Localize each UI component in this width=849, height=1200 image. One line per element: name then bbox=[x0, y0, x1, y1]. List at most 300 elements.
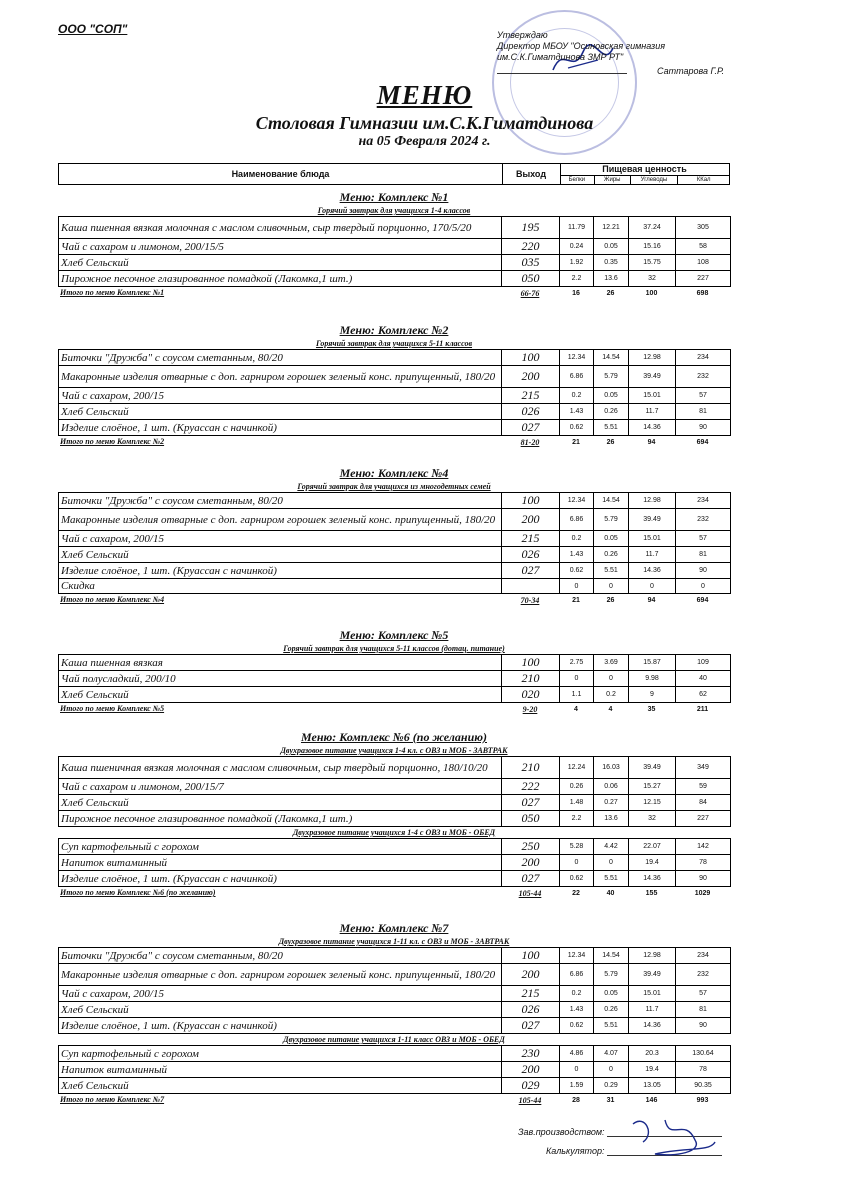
total-row bbox=[58, 703, 730, 715]
table-row bbox=[59, 217, 731, 239]
dish-kcal: 78 bbox=[676, 855, 731, 871]
total-table bbox=[58, 1094, 730, 1106]
dish-carbs: 32 bbox=[629, 271, 676, 287]
page-title: МЕНЮ bbox=[376, 80, 473, 110]
dish-name: Изделие слоёное, 1 шт. (Круассан с начинкой) bbox=[59, 420, 502, 436]
dish-protein: 0.24 bbox=[560, 239, 594, 255]
dish-protein: 12.34 bbox=[560, 493, 594, 509]
section-title: Меню: Комплекс №4 bbox=[339, 466, 449, 480]
total-protein: 28 bbox=[572, 1096, 580, 1104]
dish-fat: 13.6 bbox=[594, 811, 629, 827]
table-row bbox=[59, 239, 731, 255]
group-subtitle: Двухразовое питание учащихся 1-4 кл. с ОВЗ и МОБ - ЗАВТРАК bbox=[280, 746, 508, 755]
dish-output: 020 bbox=[502, 687, 560, 703]
table-row bbox=[59, 779, 731, 795]
dish-protein: 0 bbox=[560, 855, 594, 871]
dish-output: 100 bbox=[502, 948, 560, 964]
dish-carbs: 32 bbox=[629, 811, 676, 827]
total-kcal: 993 bbox=[696, 1096, 709, 1104]
dish-protein: 2.2 bbox=[560, 811, 594, 827]
dish-fat: 0.05 bbox=[594, 531, 629, 547]
approval-name: Саттарова Г.Р. bbox=[657, 66, 725, 76]
menu-date: на 05 Февраля 2024 г. bbox=[358, 134, 491, 149]
dish-fat: 0.26 bbox=[594, 1002, 629, 1018]
table-row bbox=[59, 366, 731, 388]
dish-kcal: 57 bbox=[676, 531, 731, 547]
total-protein: 16 bbox=[572, 289, 580, 297]
dish-name: Пирожное песочное глазированное помадкой (Лакомка,1 шт.) bbox=[59, 811, 502, 827]
dish-output: 050 bbox=[502, 811, 560, 827]
dish-fat: 5.51 bbox=[594, 563, 629, 579]
dish-fat: 0.2 bbox=[594, 687, 629, 703]
dish-carbs: 15.75 bbox=[629, 255, 676, 271]
dish-kcal: 90 bbox=[676, 1018, 731, 1034]
dish-name: Изделие слоёное, 1 шт. (Круассан с начинкой) bbox=[59, 563, 502, 579]
total-output: 81-20 bbox=[520, 437, 540, 447]
total-protein: 21 bbox=[572, 438, 580, 446]
total-fat: 26 bbox=[606, 438, 615, 446]
dish-name: Изделие слоёное, 1 шт. (Круассан с начинкой) bbox=[59, 871, 502, 887]
dish-carbs: 15.01 bbox=[629, 986, 676, 1002]
dish-output: 027 bbox=[502, 795, 560, 811]
table-row bbox=[59, 579, 731, 594]
dish-fat: 0 bbox=[594, 855, 629, 871]
dish-protein: 0.62 bbox=[560, 1018, 594, 1034]
dish-carbs: 11.7 bbox=[629, 547, 676, 563]
table-row bbox=[59, 547, 731, 563]
section-title: Меню: Комплекс №1 bbox=[339, 190, 449, 204]
dish-output: 027 bbox=[502, 871, 560, 887]
total-carbs: 94 bbox=[647, 438, 656, 446]
dish-carbs: 15.01 bbox=[629, 388, 676, 404]
table-row bbox=[59, 420, 731, 436]
approval-signature-line bbox=[497, 63, 627, 74]
dish-kcal: 81 bbox=[676, 404, 731, 420]
group-subtitle: Горячий завтрак для учащихся из многодетных семей bbox=[297, 482, 491, 491]
dish-output: 100 bbox=[502, 493, 560, 509]
total-row bbox=[58, 287, 730, 299]
dish-kcal: 78 bbox=[676, 1062, 731, 1078]
table-row bbox=[59, 757, 731, 779]
total-label: Итого по меню Комплекс №5 bbox=[60, 704, 165, 713]
total-fat: 4 bbox=[608, 705, 613, 713]
total-kcal: 211 bbox=[696, 705, 709, 713]
dish-name: Пирожное песочное глазированное помадкой (Лакомка,1 шт.) bbox=[59, 271, 502, 287]
dish-kcal: 90 bbox=[676, 420, 731, 436]
dish-output: 200 bbox=[502, 366, 560, 388]
dish-carbs: 15.27 bbox=[629, 779, 676, 795]
dish-kcal: 90.35 bbox=[676, 1078, 731, 1094]
dish-protein: 0.2 bbox=[560, 531, 594, 547]
dish-protein: 1.43 bbox=[560, 547, 594, 563]
dish-output: 195 bbox=[502, 217, 560, 239]
dish-output: 200 bbox=[502, 1062, 560, 1078]
table-row bbox=[59, 687, 731, 703]
dish-fat: 5.79 bbox=[594, 964, 629, 986]
dish-carbs: 0 bbox=[629, 579, 676, 594]
table-row bbox=[59, 1018, 731, 1034]
dish-table bbox=[58, 492, 731, 594]
dish-protein: 1.43 bbox=[560, 404, 594, 420]
dish-kcal: 59 bbox=[676, 779, 731, 795]
production-label: Зав.производством: bbox=[518, 1127, 605, 1137]
total-carbs: 35 bbox=[647, 705, 656, 713]
dish-name: Чай с сахаром, 200/15 bbox=[59, 531, 502, 547]
header-fat: Жиры bbox=[595, 176, 631, 185]
dish-kcal: 227 bbox=[676, 271, 731, 287]
dish-carbs: 15.01 bbox=[629, 531, 676, 547]
total-table bbox=[58, 594, 730, 606]
dish-fat: 5.51 bbox=[594, 1018, 629, 1034]
dish-name: Хлеб Сельский bbox=[59, 687, 502, 703]
dish-protein: 12.34 bbox=[560, 948, 594, 964]
section-title: Меню: Комплекс №2 bbox=[339, 323, 449, 337]
dish-name: Чай с сахаром, 200/15 bbox=[59, 388, 502, 404]
dish-name: Чай с сахаром и лимоном, 200/15/5 bbox=[59, 239, 502, 255]
dish-name: Суп картофельный с горохом bbox=[59, 1046, 502, 1062]
dish-carbs: 9 bbox=[629, 687, 676, 703]
dish-name: Напиток витаминный bbox=[59, 1062, 502, 1078]
table-row bbox=[59, 255, 731, 271]
dish-output: 027 bbox=[502, 420, 560, 436]
dish-name: Макаронные изделия отварные с доп. гарниром горошек зеленый конс. припущенный, 180/20 bbox=[59, 509, 502, 531]
menu-section bbox=[58, 920, 730, 1106]
dish-output: 029 bbox=[502, 1078, 560, 1094]
signature-scribble bbox=[625, 1112, 720, 1164]
dish-fat: 0 bbox=[594, 579, 629, 594]
dish-carbs: 14.36 bbox=[629, 1018, 676, 1034]
dish-kcal: 227 bbox=[676, 811, 731, 827]
dish-kcal: 108 bbox=[676, 255, 731, 271]
dish-carbs: 15.87 bbox=[629, 655, 676, 671]
total-kcal: 1029 bbox=[694, 889, 711, 897]
dish-fat: 0.05 bbox=[594, 986, 629, 1002]
dish-output: 200 bbox=[502, 855, 560, 871]
dish-kcal: 142 bbox=[676, 839, 731, 855]
dish-fat: 5.51 bbox=[594, 871, 629, 887]
dish-carbs: 14.36 bbox=[629, 871, 676, 887]
header-dish-name: Наименование блюда bbox=[59, 164, 503, 184]
dish-name: Каша пшенная вязкая bbox=[59, 655, 502, 671]
dish-protein: 0 bbox=[560, 671, 594, 687]
total-carbs: 94 bbox=[647, 596, 656, 604]
dish-fat: 4.07 bbox=[594, 1046, 629, 1062]
table-row bbox=[59, 839, 731, 855]
dish-output: 220 bbox=[502, 239, 560, 255]
dish-name: Хлеб Сельский bbox=[59, 1078, 502, 1094]
approval-block bbox=[497, 30, 724, 77]
dish-name: Чай полусладкий, 200/10 bbox=[59, 671, 502, 687]
dish-carbs: 39.49 bbox=[629, 964, 676, 986]
dish-protein: 12.24 bbox=[560, 757, 594, 779]
dish-output: 200 bbox=[502, 509, 560, 531]
approval-heading: Утверждаю bbox=[497, 30, 548, 40]
header-protein: Белки bbox=[560, 176, 595, 185]
total-kcal: 698 bbox=[696, 289, 709, 297]
dish-fat: 0.05 bbox=[594, 388, 629, 404]
dish-protein: 0.2 bbox=[560, 986, 594, 1002]
dish-protein: 1.48 bbox=[560, 795, 594, 811]
dish-kcal: 305 bbox=[676, 217, 731, 239]
dish-fat: 5.79 bbox=[594, 509, 629, 531]
dish-fat: 5.51 bbox=[594, 420, 629, 436]
total-fat: 26 bbox=[606, 289, 615, 297]
table-row bbox=[59, 350, 731, 366]
dish-kcal: 234 bbox=[676, 493, 731, 509]
organization-name: ООО "СОП" bbox=[58, 22, 128, 36]
dish-carbs: 37.24 bbox=[629, 217, 676, 239]
dish-protein: 1.1 bbox=[560, 687, 594, 703]
section-title: Меню: Комплекс №5 bbox=[339, 628, 449, 642]
dish-kcal: 81 bbox=[676, 547, 731, 563]
dish-protein: 0.2 bbox=[560, 388, 594, 404]
dish-carbs: 14.36 bbox=[629, 420, 676, 436]
total-label: Итого по меню Комплекс №4 bbox=[60, 595, 165, 604]
dish-carbs: 20.3 bbox=[629, 1046, 676, 1062]
dish-table bbox=[58, 838, 731, 887]
dish-kcal: 57 bbox=[676, 986, 731, 1002]
total-carbs: 146 bbox=[645, 1096, 658, 1104]
total-protein: 21 bbox=[572, 596, 580, 604]
dish-protein: 6.86 bbox=[560, 964, 594, 986]
table-row bbox=[59, 271, 731, 287]
dish-name: Хлеб Сельский bbox=[59, 255, 502, 271]
section-title: Меню: Комплекс №6 (по желанию) bbox=[301, 730, 487, 744]
table-row bbox=[59, 1078, 731, 1094]
table-row bbox=[59, 509, 731, 531]
dish-output: 200 bbox=[502, 964, 560, 986]
total-table bbox=[58, 887, 730, 899]
total-protein: 4 bbox=[574, 705, 578, 713]
dish-carbs: 12.98 bbox=[629, 948, 676, 964]
dish-fat: 5.79 bbox=[594, 366, 629, 388]
dish-carbs: 12.98 bbox=[629, 493, 676, 509]
total-label: Итого по меню Комплекс №6 (по желанию) bbox=[60, 888, 216, 897]
dish-output: 250 bbox=[502, 839, 560, 855]
dish-protein: 0.26 bbox=[560, 779, 594, 795]
dish-output: 035 bbox=[502, 255, 560, 271]
dish-protein: 5.28 bbox=[560, 839, 594, 855]
dish-kcal: 234 bbox=[676, 350, 731, 366]
header-kcal: ККал bbox=[696, 177, 711, 183]
dish-kcal: 349 bbox=[676, 757, 731, 779]
dish-fat: 14.54 bbox=[594, 948, 629, 964]
total-fat: 40 bbox=[606, 889, 615, 897]
dish-table bbox=[58, 654, 731, 703]
dish-table bbox=[58, 1045, 731, 1094]
section-title: Меню: Комплекс №7 bbox=[339, 921, 449, 935]
dish-name: Чай с сахаром и лимоном, 200/15/7 bbox=[59, 779, 502, 795]
dish-fat: 3.69 bbox=[594, 655, 629, 671]
dish-name: Каша пшеничная вязкая молочная с маслом сливочным, сыр твердый порционно, 180/10/20 bbox=[59, 757, 502, 779]
total-kcal: 694 bbox=[696, 596, 709, 604]
dish-carbs: 14.36 bbox=[629, 563, 676, 579]
dish-name: Скидка bbox=[59, 579, 502, 594]
header-nutrition: Пищевая ценность bbox=[560, 164, 729, 176]
dish-kcal: 234 bbox=[676, 948, 731, 964]
dish-protein: 2.2 bbox=[560, 271, 594, 287]
approval-position: Директор МБОУ "Осиновская гимназия bbox=[497, 41, 666, 51]
dish-carbs: 13.05 bbox=[629, 1078, 676, 1094]
table-row bbox=[59, 986, 731, 1002]
dish-name: Хлеб Сельский bbox=[59, 404, 502, 420]
menu-section bbox=[58, 729, 730, 899]
dish-fat: 0.35 bbox=[594, 255, 629, 271]
table-row bbox=[59, 655, 731, 671]
dish-name: Хлеб Сельский bbox=[59, 795, 502, 811]
menu-section bbox=[58, 322, 730, 448]
table-row bbox=[59, 1046, 731, 1062]
group-subtitle: Двухразовое питание учащихся 1-11 кл. с ОВЗ и МОБ - ЗАВТРАК bbox=[278, 937, 510, 946]
dish-name: Биточки "Дружба" с соусом сметанным, 80/20 bbox=[59, 948, 502, 964]
dish-fat: 0.29 bbox=[594, 1078, 629, 1094]
dish-fat: 0 bbox=[594, 671, 629, 687]
dish-protein: 0 bbox=[560, 579, 594, 594]
dish-name: Изделие слоёное, 1 шт. (Круассан с начинкой) bbox=[59, 1018, 502, 1034]
dish-name: Биточки "Дружба" с соусом сметанным, 80/20 bbox=[59, 350, 502, 366]
dish-kcal: 0 bbox=[676, 579, 731, 594]
dish-protein: 0 bbox=[560, 1062, 594, 1078]
dish-carbs: 39.49 bbox=[629, 366, 676, 388]
dish-output: 230 bbox=[502, 1046, 560, 1062]
table-row bbox=[59, 811, 731, 827]
dish-table bbox=[58, 947, 731, 1034]
header-carbs: Углеводы bbox=[631, 176, 679, 185]
dish-name: Каша пшенная вязкая молочная с маслом сливочным, сыр твердый порционно, 170/5/20 bbox=[59, 217, 502, 239]
total-table bbox=[58, 436, 730, 448]
dish-fat: 14.54 bbox=[594, 350, 629, 366]
dish-table bbox=[58, 216, 731, 287]
menu-section bbox=[58, 627, 730, 715]
total-output: 9-20 bbox=[522, 704, 538, 714]
dish-name: Напиток витаминный bbox=[59, 855, 502, 871]
dish-fat: 0.27 bbox=[594, 795, 629, 811]
dish-protein: 11.79 bbox=[560, 217, 594, 239]
dish-table bbox=[58, 349, 731, 436]
table-row bbox=[59, 531, 731, 547]
dish-fat: 13.6 bbox=[594, 271, 629, 287]
dish-output bbox=[502, 579, 560, 594]
dish-carbs: 19.4 bbox=[629, 855, 676, 871]
dish-protein: 6.86 bbox=[560, 509, 594, 531]
total-carbs: 155 bbox=[645, 889, 658, 897]
total-label: Итого по меню Комплекс №2 bbox=[60, 437, 165, 446]
dish-kcal: 57 bbox=[676, 388, 731, 404]
menu-section bbox=[58, 465, 730, 606]
dish-protein: 0.62 bbox=[560, 871, 594, 887]
group-subtitle: Двухразовое питание учащихся 1-11 класс ОВЗ и МОБ - ОБЕД bbox=[283, 1035, 505, 1044]
dish-carbs: 39.49 bbox=[629, 757, 676, 779]
dish-fat: 0.05 bbox=[594, 239, 629, 255]
total-label: Итого по меню Комплекс №7 bbox=[60, 1095, 165, 1104]
dish-kcal: 109 bbox=[676, 655, 731, 671]
total-label: Итого по меню Комплекс №1 bbox=[60, 288, 165, 297]
dish-fat: 0.26 bbox=[594, 404, 629, 420]
table-row bbox=[59, 1062, 731, 1078]
dish-carbs: 19.4 bbox=[629, 1062, 676, 1078]
dish-protein: 1.92 bbox=[560, 255, 594, 271]
dish-kcal: 81 bbox=[676, 1002, 731, 1018]
table-row bbox=[59, 795, 731, 811]
dish-name: Биточки "Дружба" с соусом сметанным, 80/20 bbox=[59, 493, 502, 509]
dish-kcal: 90 bbox=[676, 563, 731, 579]
total-output: 66-76 bbox=[520, 288, 540, 298]
dish-kcal: 58 bbox=[676, 239, 731, 255]
dish-name: Хлеб Сельский bbox=[59, 1002, 502, 1018]
dish-output: 215 bbox=[502, 531, 560, 547]
table-row bbox=[59, 871, 731, 887]
total-fat: 26 bbox=[606, 596, 615, 604]
total-kcal: 694 bbox=[696, 438, 709, 446]
table-row bbox=[59, 948, 731, 964]
table-row bbox=[59, 671, 731, 687]
dish-protein: 0.62 bbox=[560, 420, 594, 436]
dish-kcal: 62 bbox=[676, 687, 731, 703]
group-subtitle: Двухразовое питание учащихся 1-4 с ОВЗ и МОБ - ОБЕД bbox=[292, 828, 496, 837]
dish-output: 215 bbox=[502, 388, 560, 404]
dish-carbs: 39.49 bbox=[629, 509, 676, 531]
dish-output: 026 bbox=[502, 547, 560, 563]
dish-table bbox=[58, 756, 731, 827]
dish-kcal: 84 bbox=[676, 795, 731, 811]
table-row bbox=[59, 493, 731, 509]
total-row bbox=[58, 1094, 730, 1106]
dish-carbs: 11.7 bbox=[629, 404, 676, 420]
dish-name: Чай с сахаром, 200/15 bbox=[59, 986, 502, 1002]
total-protein: 22 bbox=[572, 889, 580, 897]
dish-output: 215 bbox=[502, 986, 560, 1002]
dish-name: Макаронные изделия отварные с доп. гарниром горошек зеленый конс. припущенный, 180/20 bbox=[59, 964, 502, 986]
menu-section bbox=[58, 189, 730, 299]
dish-protein: 1.43 bbox=[560, 1002, 594, 1018]
group-subtitle: Горячий завтрак для учащихся 5-11 классов (дотац. питание) bbox=[283, 644, 505, 653]
dish-fat: 4.42 bbox=[594, 839, 629, 855]
dish-carbs: 15.16 bbox=[629, 239, 676, 255]
dish-output: 210 bbox=[502, 671, 560, 687]
dish-protein: 6.86 bbox=[560, 366, 594, 388]
dish-fat: 0.26 bbox=[594, 547, 629, 563]
dish-output: 026 bbox=[502, 1002, 560, 1018]
dish-protein: 1.59 bbox=[560, 1078, 594, 1094]
total-row bbox=[58, 436, 730, 448]
group-subtitle: Горячий завтрак для учащихся 1-4 классов bbox=[317, 206, 471, 215]
dish-name: Суп картофельный с горохом bbox=[59, 839, 502, 855]
dish-output: 050 bbox=[502, 271, 560, 287]
table-row bbox=[59, 388, 731, 404]
dish-protein: 4.86 bbox=[560, 1046, 594, 1062]
table-row bbox=[59, 404, 731, 420]
table-row bbox=[59, 1002, 731, 1018]
total-row bbox=[58, 594, 730, 606]
dish-kcal: 232 bbox=[676, 964, 731, 986]
dish-output: 027 bbox=[502, 1018, 560, 1034]
dish-output: 027 bbox=[502, 563, 560, 579]
dish-output: 100 bbox=[502, 350, 560, 366]
total-carbs: 100 bbox=[645, 289, 658, 297]
total-output: 70-34 bbox=[520, 595, 540, 605]
dish-output: 026 bbox=[502, 404, 560, 420]
dish-kcal: 130.64 bbox=[676, 1046, 731, 1062]
dish-output: 210 bbox=[502, 757, 560, 779]
dish-fat: 0.06 bbox=[594, 779, 629, 795]
header-output: Выход bbox=[502, 164, 561, 184]
dish-fat: 12.21 bbox=[594, 217, 629, 239]
dish-fat: 16.03 bbox=[594, 757, 629, 779]
table-row bbox=[59, 964, 731, 986]
table-header bbox=[58, 163, 730, 185]
dish-protein: 0.62 bbox=[560, 563, 594, 579]
dish-output: 100 bbox=[502, 655, 560, 671]
